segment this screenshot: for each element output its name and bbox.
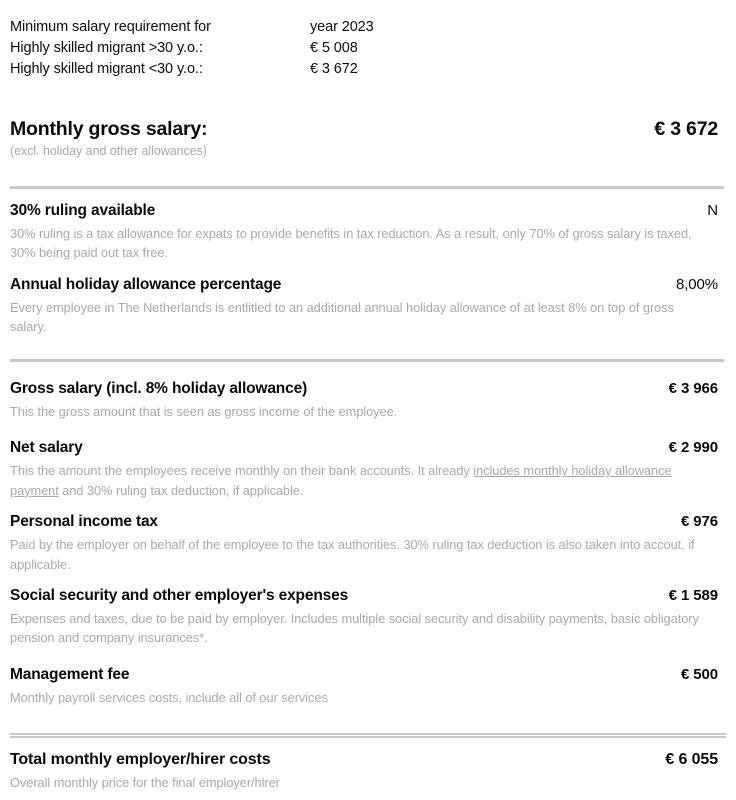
monthly-gross-salary-header bbox=[10, 118, 726, 141]
breakdown-description: Paid by the employer on behalf of the employee to the tax authorities. 30% ruling tax deduction is also taken into accout, if applicable. bbox=[10, 537, 695, 572]
setting-value[interactable]: 8,00% bbox=[675, 275, 718, 293]
breakdown-title: Social security and other employer's expenses bbox=[10, 586, 349, 604]
breakdown-value: € 1 589 bbox=[668, 586, 718, 604]
breakdown-title: Gross salary (incl. 8% holiday allowance) bbox=[10, 379, 308, 397]
setting-head bbox=[10, 276, 726, 294]
breakdown-head bbox=[10, 380, 726, 398]
breakdown-head bbox=[10, 513, 726, 531]
monthly-gross-salary-value: € 3 672 bbox=[654, 118, 718, 140]
requirement-row bbox=[10, 19, 726, 40]
breakdown-head bbox=[10, 587, 726, 605]
cost-breakdown-section bbox=[10, 362, 726, 708]
breakdown-head bbox=[10, 666, 726, 684]
breakdown-net-salary bbox=[10, 426, 726, 500]
breakdown-description: Expenses and taxes, due to be paid by employer. Includes multiple social security and disability payments, basic obligatory pension and company insurances*. bbox=[10, 610, 699, 646]
breakdown-value: € 2 990 bbox=[668, 439, 718, 457]
monthly-gross-salary-title: Monthly gross salary: bbox=[10, 118, 208, 140]
setting-30-percent-ruling bbox=[10, 189, 726, 263]
breakdown-description bbox=[10, 461, 710, 500]
minimum-salary-requirement-block bbox=[10, 0, 726, 82]
setting-head bbox=[10, 202, 726, 220]
requirement-label: Highly skilled migrant <30 y.o.: bbox=[10, 61, 203, 77]
requirement-label: Highly skilled migrant >30 y.o.: bbox=[10, 40, 203, 56]
breakdown-head bbox=[10, 439, 726, 457]
breakdown-title: Net salary bbox=[10, 439, 83, 457]
breakdown-personal-income-tax bbox=[10, 500, 726, 574]
setting-description: Every employee in The Netherlands is entlitled to an additional annual holiday allowance of at least 8% on top of gross salary. bbox=[10, 299, 674, 335]
total-employer-costs bbox=[10, 738, 726, 792]
breakdown-management-fee bbox=[10, 653, 726, 707]
breakdown-value: € 3 966 bbox=[668, 379, 718, 397]
requirement-value: € 3 672 bbox=[310, 61, 358, 77]
breakdown-title: Personal income tax bbox=[10, 513, 158, 531]
breakdown-value: € 500 bbox=[680, 665, 718, 683]
setting-holiday-allowance-percentage bbox=[10, 263, 726, 337]
total-value: € 6 055 bbox=[665, 751, 718, 769]
breakdown-description: This the gross amount that is seen as gross income of the employee. bbox=[10, 403, 398, 419]
monthly-gross-salary-subtitle: (excl. holiday and other allowances) bbox=[10, 144, 207, 158]
requirement-row bbox=[10, 61, 726, 82]
description-text-post: and 30% ruling tax deduction, if applicable. bbox=[58, 482, 304, 498]
total-section bbox=[10, 738, 726, 792]
requirement-row bbox=[10, 40, 726, 61]
requirement-value: € 5 008 bbox=[310, 40, 358, 56]
requirement-label: Minimum salary requirement for bbox=[10, 19, 211, 35]
setting-description: 30% ruling is a tax allowance for expats to provide benefits in tax reduction. As a result, only 70% of gross salary is taxed, 30% being paid out tax free. bbox=[10, 226, 692, 261]
total-description: Overall monthly price for the final employer/hirer bbox=[10, 775, 280, 791]
setting-value[interactable]: N bbox=[707, 202, 718, 219]
breakdown-value: € 976 bbox=[680, 513, 718, 531]
requirement-value: year 2023 bbox=[310, 19, 374, 35]
description-text-pre: This the amount the employees receive monthly on their bank accounts. It already bbox=[10, 463, 474, 479]
total-head bbox=[10, 751, 726, 769]
setting-title: Annual holiday allowance percentage bbox=[10, 275, 282, 293]
breakdown-title: Management fee bbox=[10, 665, 130, 683]
breakdown-description: Monthly payroll services costs, include all of our services bbox=[10, 689, 328, 705]
description-link-text[interactable]: includes monthly holiday allowance payment bbox=[10, 463, 672, 498]
breakdown-social-security bbox=[10, 574, 726, 648]
settings-section bbox=[10, 189, 726, 337]
total-title: Total monthly employer/hirer costs bbox=[10, 751, 271, 769]
setting-title: 30% ruling available bbox=[10, 202, 156, 219]
breakdown-gross-salary bbox=[10, 367, 726, 421]
